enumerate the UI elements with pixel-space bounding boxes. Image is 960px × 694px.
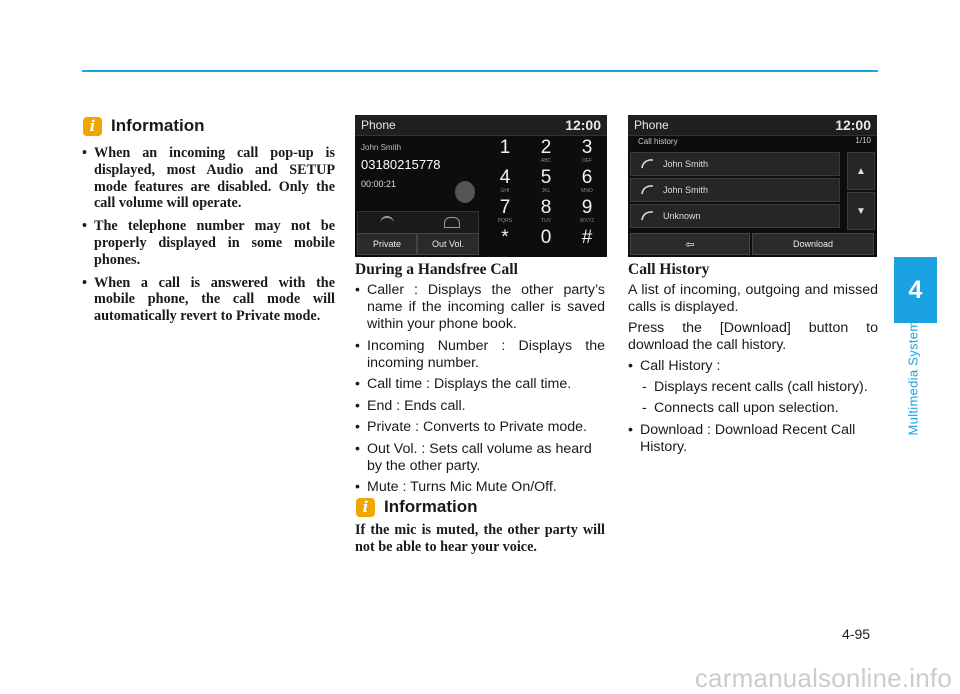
key-digit: 2: [540, 137, 552, 158]
paragraph: A list of incoming, outgoing and missed calls is displayed.: [628, 282, 878, 315]
keypad-key[interactable]: [485, 167, 525, 194]
entry-name: John Smith: [663, 185, 709, 195]
info-heading-1: [83, 116, 205, 136]
history-entry[interactable]: [630, 152, 840, 176]
app-title: Phone: [361, 118, 396, 132]
mute-icon[interactable]: [455, 181, 475, 203]
key-digit: 9: [581, 197, 593, 218]
keypad-key[interactable]: [526, 137, 566, 164]
scroll-up-button[interactable]: ▲: [847, 152, 875, 190]
history-page-indicator: 1/10: [855, 136, 871, 145]
scroll-down-button[interactable]: ▼: [847, 192, 875, 230]
history-entry[interactable]: [630, 178, 840, 202]
list-item: • End : Ends call.: [355, 398, 605, 415]
key-digit: 5: [540, 167, 552, 188]
info-text: If the mic is muted, the other party will not be able to hear your voice.: [355, 522, 605, 555]
key-digit: 7: [499, 197, 511, 218]
phone-icon: [641, 211, 655, 221]
end-call-icon[interactable]: [380, 216, 394, 228]
keypad-key[interactable]: [526, 227, 566, 248]
key-letters: PQRS: [497, 218, 513, 224]
list-item: • Private : Converts to Private mode.: [355, 419, 605, 436]
sub-item: - Connects call upon selection.: [640, 400, 878, 417]
chapter-title: Multimedia System: [905, 320, 921, 436]
list-item: • When a call is answered with the mobile phone, the call mode will automatically revert to Private mode.: [82, 275, 335, 325]
keypad-key[interactable]: [567, 227, 607, 248]
top-rule: [82, 70, 878, 72]
list-item: • Out Vol. : Sets call volume as heard by the other party.: [355, 441, 605, 475]
handsfree-list: [355, 282, 605, 501]
key-letters: WXYZ: [579, 218, 595, 224]
key-letters: MNO: [581, 188, 593, 194]
list-item: • Call time : Displays the call time.: [355, 376, 605, 393]
section-title: During a Handsfree Call: [355, 261, 518, 278]
keypad-key[interactable]: [485, 137, 525, 158]
history-entry[interactable]: [630, 204, 840, 228]
key-letters: DEF: [582, 158, 592, 164]
status-bar: [628, 115, 877, 136]
clock: 12:00: [565, 117, 601, 133]
chapter-title-container: [893, 318, 933, 438]
list-item: • When an incoming call pop-up is displayed, most Audio and SETUP mode features are disabled. Only the call volume will operate.: [82, 145, 335, 212]
footer-watermark: carmanualsonline.info: [694, 663, 952, 693]
list-item: • Mute : Turns Mic Mute On/Off.: [355, 479, 605, 496]
history-list: [628, 358, 878, 460]
chapter-number: 4: [908, 275, 923, 304]
info-title: Information: [111, 116, 205, 135]
caller-number: 03180215778: [361, 157, 441, 172]
key-digit: 8: [540, 197, 552, 218]
key-digit: #: [581, 227, 593, 248]
info-list-1: [82, 145, 335, 331]
key-digit: 3: [581, 137, 593, 158]
call-controls: [357, 211, 479, 235]
back-button[interactable]: ⇦: [630, 233, 750, 255]
info-heading-2: [356, 497, 478, 517]
key-digit: 0: [540, 227, 552, 248]
phone-icon: [641, 159, 655, 169]
entry-name: John Smith: [663, 159, 709, 169]
page-number: 4-95: [842, 626, 871, 642]
keypad-key[interactable]: [485, 227, 525, 248]
list-item: • Caller : Displays the other party’s name if the incoming caller is saved within your phone book.: [355, 282, 605, 333]
sub-item: - Displays recent calls (call history).: [640, 379, 878, 396]
key-digit: 4: [499, 167, 511, 188]
list-item: [628, 358, 878, 417]
app-title: Phone: [634, 118, 669, 132]
info-icon: i: [356, 498, 375, 517]
list-item: • Incoming Number : Displays the incoming number.: [355, 338, 605, 372]
key-letters: ABC: [540, 158, 552, 164]
chapter-tab: [894, 257, 937, 323]
out-vol-button[interactable]: Out Vol.: [417, 233, 479, 255]
key-digit: 1: [499, 137, 511, 158]
paragraph: Press the [Download] button to download the call history.: [628, 320, 878, 353]
phone-call-screen: [355, 115, 607, 257]
list-item-text: Call History :: [640, 358, 721, 374]
section-title: Call History: [628, 261, 710, 278]
call-duration: 00:00:21: [361, 179, 397, 189]
key-letters: GHI: [500, 188, 510, 194]
keypad-key[interactable]: [567, 167, 607, 194]
keypad-key[interactable]: [567, 137, 607, 164]
keypad-key[interactable]: [526, 197, 566, 224]
info-icon: i: [83, 117, 102, 136]
headset-icon[interactable]: [444, 217, 460, 228]
list-item: • Download : Download Recent Call History.: [628, 422, 878, 456]
list-item: • The telephone number may not be properly displayed in some mobile phones.: [82, 218, 335, 268]
key-digit: 6: [581, 167, 593, 188]
list-title: Call history: [638, 137, 678, 146]
phone-icon: [641, 185, 655, 195]
caller-name: John Smith: [361, 143, 402, 152]
key-letters: TUV: [541, 218, 551, 224]
keypad-key[interactable]: [567, 197, 607, 224]
sub-list: [640, 379, 878, 417]
keypad-key[interactable]: [526, 167, 566, 194]
private-button[interactable]: Private: [357, 233, 417, 255]
download-button[interactable]: Download: [752, 233, 874, 255]
entry-name: Unknown: [663, 211, 701, 221]
keypad-key[interactable]: [485, 197, 525, 224]
clock: 12:00: [835, 117, 871, 133]
key-letters: JKL: [541, 188, 551, 194]
info-title: Information: [384, 497, 478, 516]
key-digit: *: [501, 227, 509, 248]
status-bar: [355, 115, 607, 136]
